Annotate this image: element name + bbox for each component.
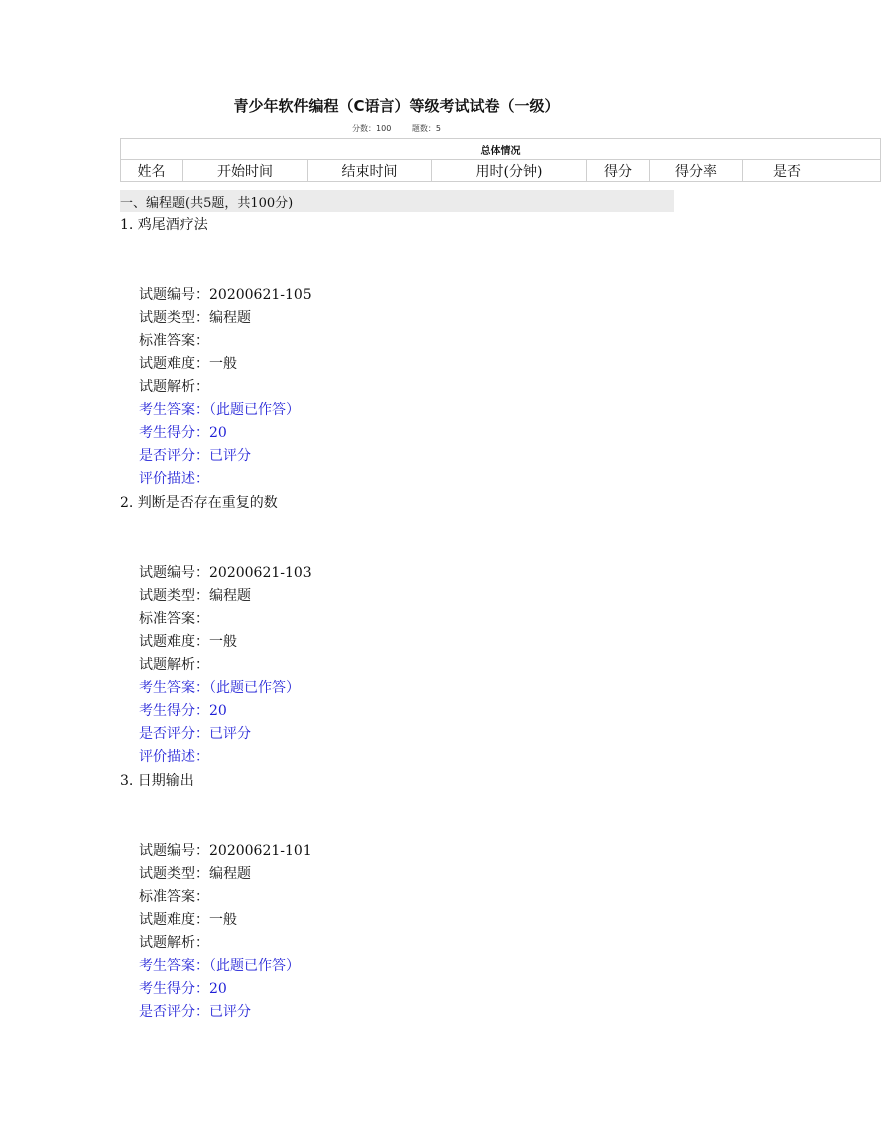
candidate-answer: 考生答案：（此题已作答） <box>139 402 300 418</box>
col-pass: 是否 <box>743 160 881 182</box>
candidate-answer: 考生答案：（此题已作答） <box>139 680 300 696</box>
question-3 <box>120 770 780 1024</box>
question-title: 1. 鸡尾酒疗法 <box>120 217 208 233</box>
difficulty: 试题难度：一般 <box>139 356 237 372</box>
graded-status: 是否评分：已评分 <box>139 726 251 742</box>
question-type: 试题类型：编程题 <box>139 866 251 882</box>
summary-table-wrapper <box>120 138 801 182</box>
analysis: 试题解析： <box>139 935 209 951</box>
question-2 <box>120 492 780 769</box>
section-header: 一、编程题(共5题，共100分) <box>120 190 674 212</box>
candidate-score: 考生得分：20 <box>139 425 227 441</box>
standard-answer: 标准答案： <box>139 611 209 627</box>
question-id: 试题编号：20200621-101 <box>139 843 312 859</box>
analysis: 试题解析： <box>139 379 209 395</box>
question-1 <box>120 214 780 491</box>
summary-table <box>120 138 881 182</box>
difficulty: 试题难度：一般 <box>139 634 237 650</box>
question-title: 3. 日期输出 <box>120 773 194 789</box>
summary-header-row <box>121 160 881 182</box>
evaluation: 评价描述： <box>139 749 209 765</box>
col-start-time: 开始时间 <box>183 160 308 182</box>
question-id: 试题编号：20200621-103 <box>139 565 312 581</box>
question-type: 试题类型：编程题 <box>139 310 251 326</box>
question-type: 试题类型：编程题 <box>139 588 251 604</box>
col-score-rate: 得分率 <box>650 160 743 182</box>
candidate-score: 考生得分：20 <box>139 703 227 719</box>
col-end-time: 结束时间 <box>308 160 432 182</box>
total-score: 分数：100 <box>352 124 392 133</box>
question-title: 2. 判断是否存在重复的数 <box>120 495 278 511</box>
graded-status: 是否评分：已评分 <box>139 1004 251 1020</box>
question-list <box>120 214 780 1025</box>
col-name: 姓名 <box>121 160 183 182</box>
difficulty: 试题难度：一般 <box>139 912 237 928</box>
candidate-answer: 考生答案：（此题已作答） <box>139 958 300 974</box>
question-details <box>120 284 780 491</box>
evaluation: 评价描述： <box>139 471 209 487</box>
page-title: 青少年软件编程（C语言）等级考试试卷（一级） <box>233 97 560 115</box>
exam-meta <box>0 123 793 134</box>
question-details <box>120 840 780 1024</box>
question-details <box>120 562 780 769</box>
summary-heading: 总体情况 <box>121 139 881 160</box>
analysis: 试题解析： <box>139 657 209 673</box>
candidate-score: 考生得分：20 <box>139 981 227 997</box>
standard-answer: 标准答案： <box>139 889 209 905</box>
graded-status: 是否评分：已评分 <box>139 448 251 464</box>
question-count: 题数：5 <box>411 124 441 133</box>
col-duration: 用时(分钟) <box>432 160 587 182</box>
standard-answer: 标准答案： <box>139 333 209 349</box>
col-score: 得分 <box>587 160 650 182</box>
question-id: 试题编号：20200621-105 <box>139 287 312 303</box>
